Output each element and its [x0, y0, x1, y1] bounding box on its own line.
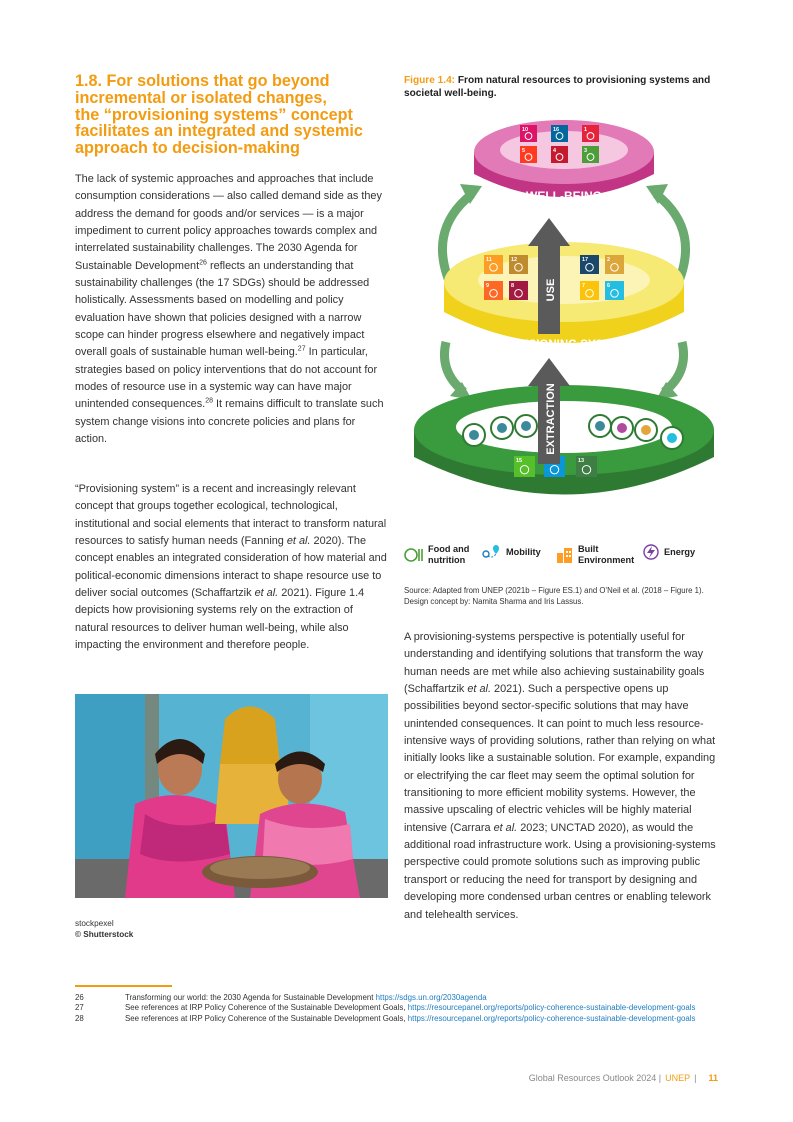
sdg-tile-6 — [605, 281, 624, 300]
sand-icon-glyph — [641, 425, 651, 435]
women-photo — [75, 694, 388, 898]
body-paragraph-2: “Provisioning system” is a recent and increasingly relevant concept that groups together ecological, technological, institutional and social elements that interact to transform natural resources to satisfy human needs (Fanning et al. 2020). The concept enables an integrated consideration of how material and political-economic dimensions interact to shape resource use to deliver social outcomes (Schaffartzik et al. 2021). Figure 1.4 depicts how provisioning systems rely on the extraction of natural resources to deliver human well-being, while also impacting the environment and therefore people. — [75, 483, 387, 652]
sdg-tile-10 — [520, 125, 537, 142]
mobility-icon — [482, 544, 502, 560]
publisher: UNEP — [665, 1073, 691, 1083]
figure-source: Source: Adapted from UNEP (2021b – Figure ES.1) and O’Neil et al. (2018 – Figure 1). Design concept by: Namita Sharma and Iris Lassus. — [404, 586, 704, 606]
heading-line: incremental or isolated changes, — [75, 88, 327, 107]
heading-line: 1.8. For solutions that go beyond — [75, 72, 330, 90]
body-paragraph-1: The lack of systemic approaches and approaches that include consumption considerations — also called demand side as they address the demand for goods and/or services — is a major impediment to current policy approaches towards complex and interrelated sustainability challenges. The 2030 Agenda for Sustainable Development$^{26}$ reflects an understanding that sustainability challenges (the 17 SDGs) should be addressed holistically. Assessments based on modelling and policy evaluation have shown that policies designed with a narrow scope can hinder progress elsewhere and negatively impact overall goals of sustainable human well-being.$^{27}$ In particular, strategies based on policy interventions that do not account for modes of resource use in a systemic way can have major unintended consequences.$^{28}$ It remains difficult to translate such system change visions into concrete policies and plans for action. — [75, 173, 384, 446]
photo-credit: stockpexel © Shutterstock — [75, 919, 134, 939]
crystal-icon-glyph — [617, 423, 627, 433]
footnote-divider — [75, 985, 172, 987]
food-icon — [404, 548, 424, 562]
sdg-tile-1 — [582, 125, 599, 142]
sdg-number: 17 — [582, 257, 589, 263]
water-drop-icon-glyph — [667, 433, 677, 443]
well-being-label: WELL-BEING — [526, 189, 602, 203]
footnote-link[interactable]: https://resourcepanel.org/reports/policy-coherence-sustainable-development-goals — [407, 1013, 696, 1023]
sdg-number: 16 — [553, 127, 560, 133]
footer-separator: | — [694, 1073, 697, 1083]
footnote-ref[interactable]: 26 — [199, 259, 207, 267]
page-number: 11 — [708, 1073, 718, 1083]
footnote: 27 See references at IRP Policy Coherence of the Sustainable Development Goals, https://resourcepanel.org/reports/policy-coherence-sustainable-development-goals — [75, 1003, 696, 1013]
sdg-number: 7 — [582, 283, 586, 289]
legend-built-environment: Built Environment — [556, 544, 642, 566]
legend-mobility: Mobility — [482, 544, 541, 560]
legend-food: Food and nutrition — [404, 544, 478, 566]
heading-line: approach to decision-making — [75, 139, 300, 158]
body-paragraph-3: A provisioning-systems perspective is potentially useful for understanding and identifying solutions that transform the way human needs are met while also achieving sustainability goals (Schaffartzik et al. 2021). Such a perspective opens up possibilities beyond sector-specific solutions that may have unintended consequences. It can point to much less resource-intensive ways of providing solutions, rather than relying on what initially looks like a sustainable solution. For example, expanding or electrifying the car fleet may seem the optimal solution for transitioning to more efficient mobility systems. However, the massive upscaling of electric vehicles will be highly material intensive (Carrara et al. 2023; UNCTAD 2020), as would the additional road infrastructure work. Using a provisioning-systems perspective could promote solutions such as improving public transport or reducing the need for transport by designing and developing more condensed urban centres or enabling telework and telehealth services. — [404, 631, 716, 921]
fish-icon-glyph — [521, 421, 531, 431]
sdg-number: 6 — [607, 283, 611, 289]
sdg-tile-12 — [509, 255, 528, 274]
publication-title: Global Resources Outlook 2024 | — [528, 1073, 662, 1083]
heading-line: the “provisioning systems” concept — [75, 105, 353, 124]
legend-energy: Energy — [642, 544, 695, 560]
footnote-link[interactable]: https://sdgs.un.org/2030agenda — [375, 993, 487, 1002]
sdg-number: 10 — [522, 127, 529, 133]
sdg-tile-2 — [605, 255, 624, 274]
sdg-number: 11 — [486, 257, 492, 263]
sdg-tile-8 — [509, 281, 528, 300]
footnote: 26 Transforming our world: the 2030 Agenda for Sustainable Development https://sdgs.un.org/2030agenda — [75, 993, 487, 1002]
provisioning-diagram — [404, 112, 724, 527]
diagram-svg — [404, 112, 724, 527]
sdg-number: 9 — [486, 283, 490, 289]
extraction-label: EXTRACTION — [545, 383, 557, 455]
natural-resources-label: NATURAL RESOURCES — [487, 500, 641, 515]
sdg-tile-7 — [580, 281, 599, 300]
provisioning-label: PROVISIONING SYSTEMS — [492, 339, 636, 351]
section-heading — [75, 73, 385, 157]
figure-title: Figure 1.4: From natural resources to provisioning systems and societal well-being. — [404, 75, 711, 99]
sdg-tile-16 — [551, 125, 568, 142]
footnote-ref[interactable]: 28 — [205, 397, 213, 405]
sdg-number: 5 — [522, 148, 526, 154]
sdg-tile-13 — [576, 456, 597, 477]
sdg-tile-4 — [551, 146, 568, 163]
provisioning-ring — [444, 242, 684, 343]
sdg-number: 3 — [584, 148, 588, 154]
sdg-number: 2 — [607, 257, 611, 263]
oil-pump-icon-glyph — [595, 421, 605, 431]
sdg-tile-9 — [484, 281, 503, 300]
heading-line: facilitates an integrated and systemic — [75, 122, 363, 141]
footnote-ref[interactable]: 27 — [297, 345, 306, 353]
page-footer — [529, 1073, 718, 1083]
sdg-tile-11 — [484, 255, 503, 274]
footnote: 28 See references at IRP Policy Coherence of the Sustainable Development Goals, https://resourcepanel.org/reports/policy-coherence-sustainable-development-goals — [75, 1013, 696, 1023]
sdg-number: 13 — [578, 458, 585, 464]
sdg-number: 12 — [511, 257, 518, 263]
figure-legend — [404, 544, 724, 574]
mining-icon-glyph — [497, 423, 507, 433]
sdg-number: 4 — [553, 148, 557, 154]
sdg-number: 15 — [516, 458, 523, 464]
sdg-tile-5 — [520, 146, 537, 163]
photo-illustration — [75, 694, 388, 898]
building-icon — [556, 547, 574, 563]
sdg-tile-3 — [582, 146, 599, 163]
sdg-tile-15 — [514, 456, 535, 477]
sdg-tile-17 — [580, 255, 599, 274]
footnote-link[interactable]: https://resourcepanel.org/reports/policy-coherence-sustainable-development-goals — [407, 1003, 696, 1013]
energy-icon — [642, 544, 660, 560]
use-label: USE — [545, 278, 557, 302]
sdg-number: 8 — [511, 283, 515, 289]
figure-label: Figure 1.4: — [404, 75, 456, 86]
footnotes — [75, 993, 720, 1024]
sdg-number: 1 — [584, 127, 588, 133]
plant-icon-glyph — [469, 430, 479, 440]
